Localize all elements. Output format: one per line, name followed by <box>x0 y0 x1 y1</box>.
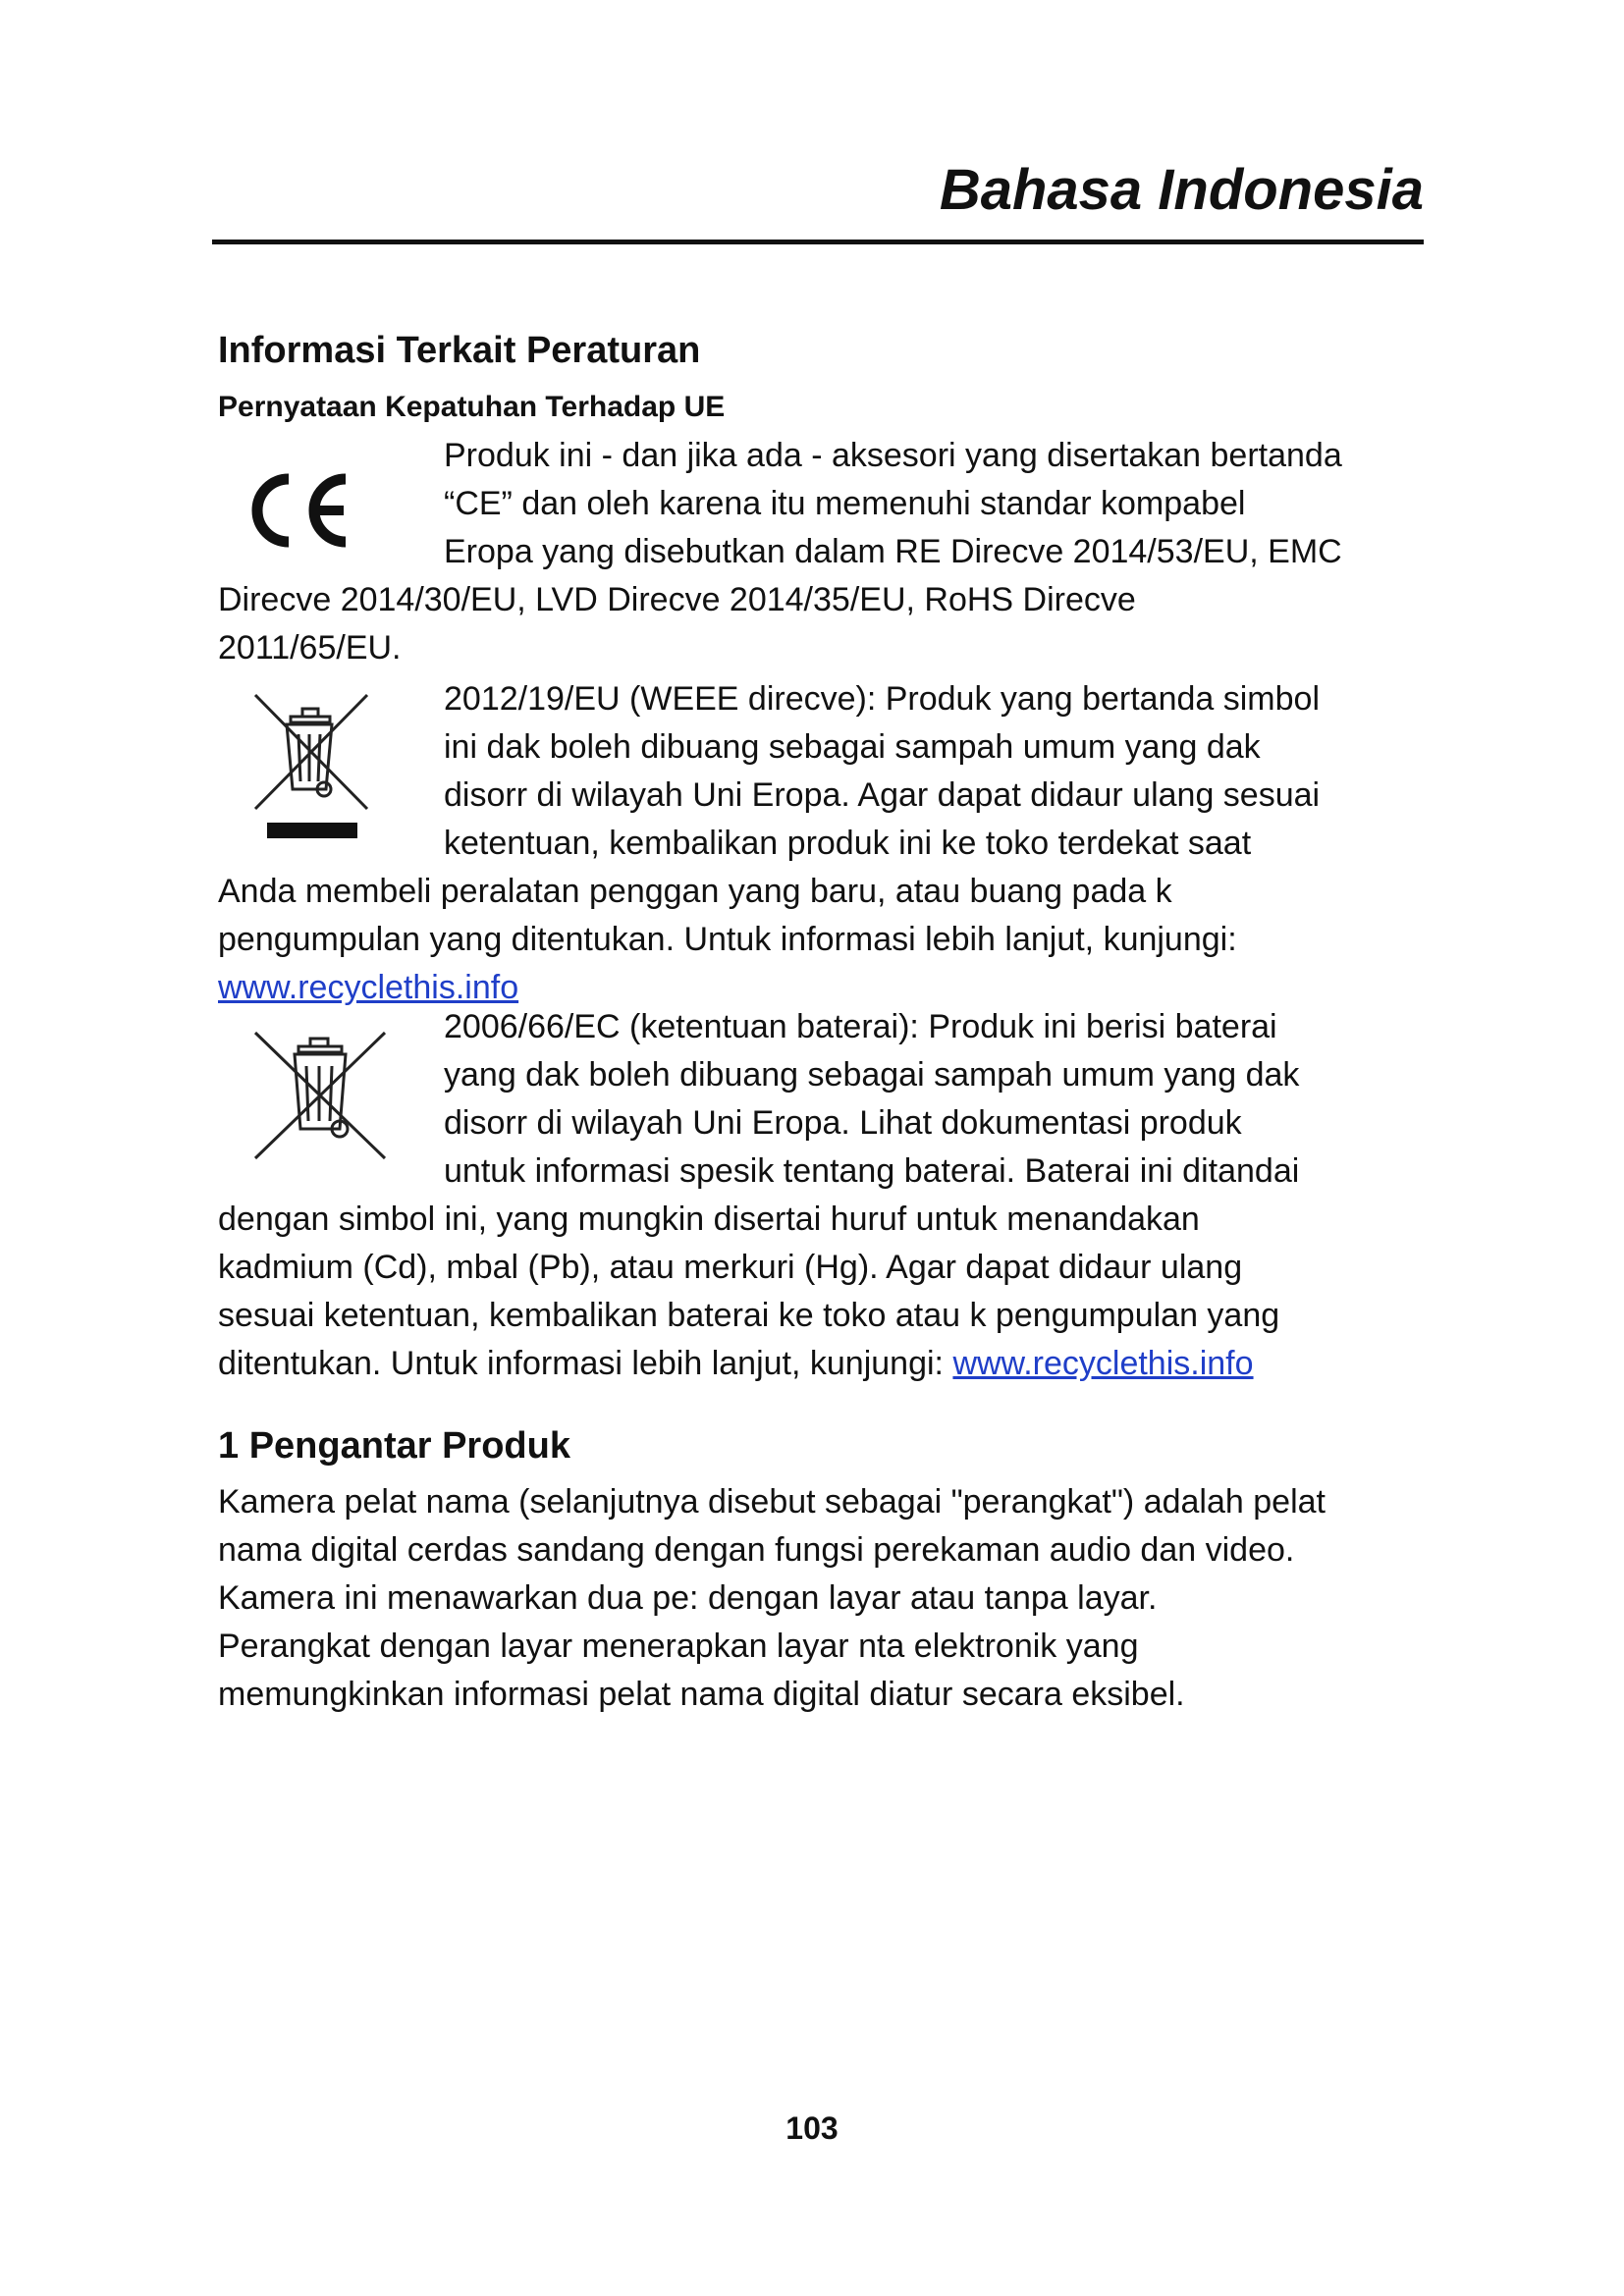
battery-last-text: ditentukan. Untuk informasi lebih lanjut, kunjungi: <box>218 1345 953 1382</box>
intro-section-title: 1 Pengantar Produk <box>218 1425 570 1467</box>
weee-line: disorr di wilayah Uni Eropa. Agar dapat didaur ulang sesuai <box>444 776 1321 814</box>
weee-recycle-link[interactable]: www.recyclethis.info <box>218 969 519 1006</box>
ce-line: Direcve 2014/30/EU, LVD Direcve 2014/35/EU, RoHS Direcve <box>218 581 1136 618</box>
intro-line: memungkinkan informasi pelat nama digital diatur secara eksibel. <box>218 1676 1185 1713</box>
weee-line: 2012/19/EU (WEEE direcve): Produk yang bertanda simbol <box>444 680 1321 718</box>
weee-line: Anda membeli peralatan penggan yang baru, atau buang pada k <box>218 873 1172 910</box>
ce-line: “CE” dan oleh karena itu memenuhi standar kompabel <box>444 485 1246 522</box>
page-header-title: Bahasa Indonesia <box>939 158 1424 222</box>
intro-line: nama digital cerdas sandang dengan fungsi perekaman audio dan video. <box>218 1531 1295 1569</box>
battery-line: sesuai ketentuan, kembalikan baterai ke toko atau k pengumpulan yang <box>218 1297 1280 1334</box>
eu-compliance-subtitle: Pernyataan Kepatuhan Terhadap UE <box>218 391 726 423</box>
ce-line: Eropa yang disebutkan dalam RE Direcve 2014/53/EU, EMC <box>444 533 1342 570</box>
battery-line: dengan simbol ini, yang mungkin disertai huruf untuk menandakan <box>218 1201 1200 1238</box>
intro-line: Kamera ini menawarkan dua pe: dengan layar atau tanpa layar. <box>218 1579 1158 1617</box>
ce-line: Produk ini - dan jika ada - aksesori yang disertakan bertanda <box>444 437 1342 474</box>
weee-line: pengumpulan yang ditentukan. Untuk informasi lebih lanjut, kunjungi: <box>218 921 1237 958</box>
weee-statement <box>218 675 1396 1012</box>
battery-line: 2006/66/EC (ketentuan baterai): Produk ini berisi baterai <box>444 1008 1277 1045</box>
header-divider <box>212 240 1424 244</box>
battery-statement <box>218 1003 1396 1388</box>
battery-recycle-link[interactable]: www.recyclethis.info <box>952 1345 1254 1382</box>
ce-statement <box>218 432 1396 672</box>
intro-paragraph <box>218 1478 1396 1719</box>
battery-line: yang dak boleh dibuang sebagai sampah umum yang dak <box>444 1056 1300 1094</box>
battery-line-last <box>218 1340 1396 1388</box>
page-number: 103 <box>785 2110 839 2146</box>
battery-line: kadmium (Cd), mbal (Pb), atau merkuri (Hg). Agar dapat didaur ulang <box>218 1249 1243 1286</box>
intro-line: Perangkat dengan layar menerapkan layar nta elektronik yang <box>218 1628 1139 1665</box>
weee-line: ketentuan, kembalikan produk ini ke toko terdekat saat <box>444 825 1252 862</box>
intro-line: Kamera pelat nama (selanjutnya disebut sebagai "perangkat") adalah pelat <box>218 1483 1326 1521</box>
battery-line: disorr di wilayah Uni Eropa. Lihat dokumentasi produk <box>444 1104 1242 1142</box>
ce-line: 2011/65/EU. <box>218 629 402 667</box>
regulatory-section-title: Informasi Terkait Peraturan <box>218 330 701 371</box>
weee-line: ini dak boleh dibuang sebagai sampah umum yang dak <box>444 728 1261 766</box>
battery-line: untuk informasi spesik tentang baterai. Baterai ini ditandai <box>444 1152 1300 1190</box>
